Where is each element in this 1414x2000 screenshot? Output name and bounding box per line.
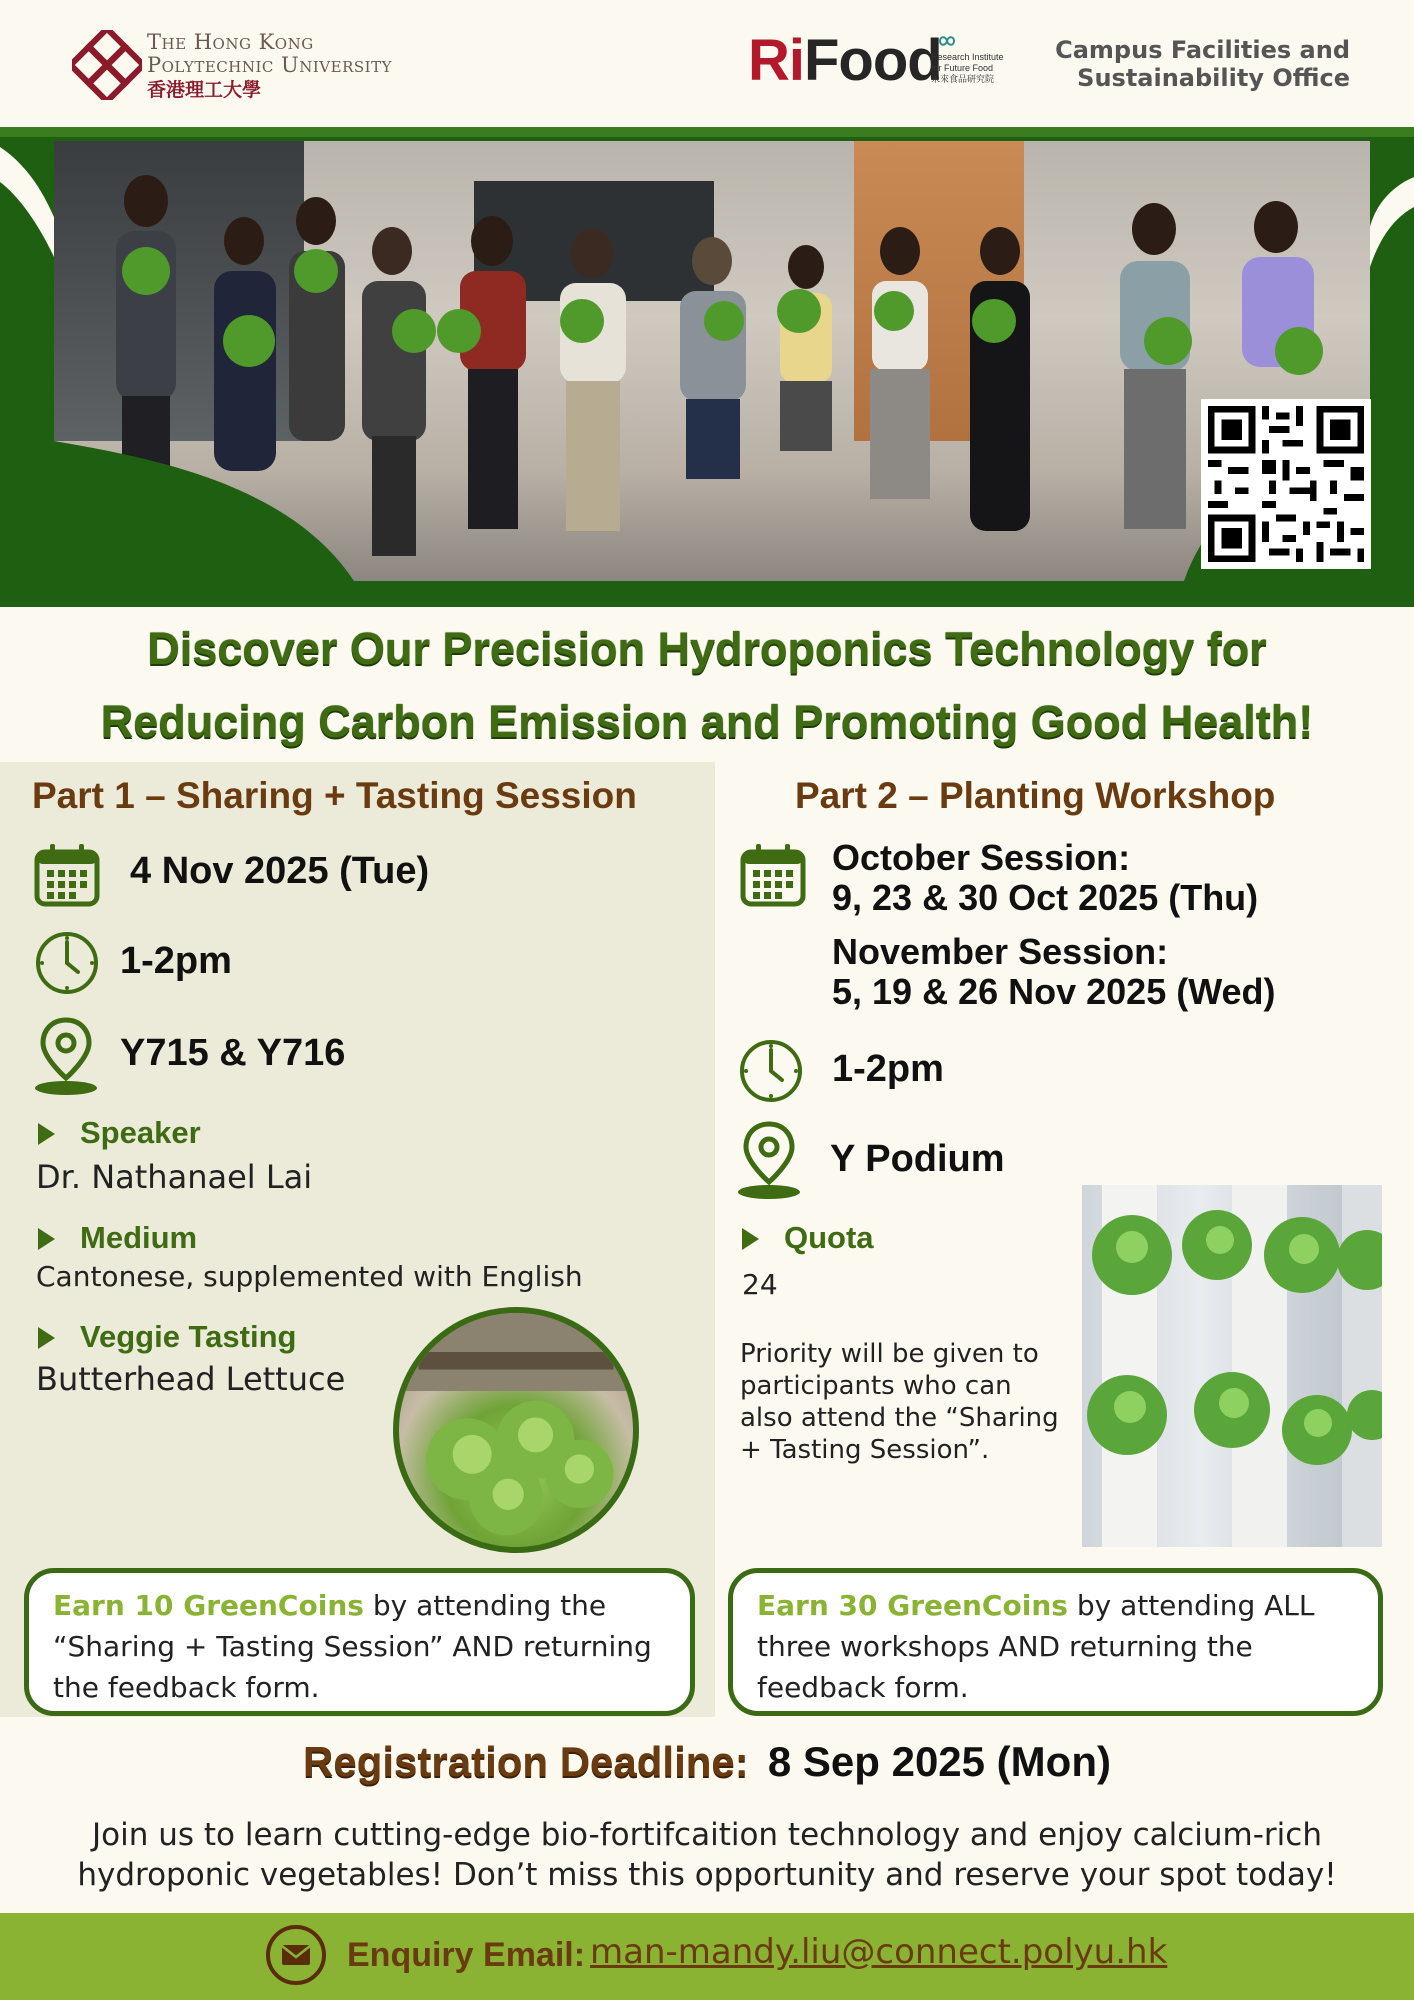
speaker-name: Dr. Nathanael Lai: [36, 1158, 313, 1196]
part1-title: Part 1 – Sharing + Tasting Session: [32, 775, 637, 816]
location-pin-icon: [736, 1120, 802, 1200]
october-label: October Session:: [832, 837, 1131, 878]
polyu-name-line1: The Hong Kong: [147, 30, 314, 54]
headline: [0, 612, 1414, 758]
triangle-bullet-icon: [742, 1228, 759, 1250]
polyu-wordmark: [147, 32, 392, 100]
infinity-icon: [933, 34, 961, 48]
tasting-value: Butterhead Lettuce: [36, 1360, 346, 1398]
october-dates: 9, 23 & 30 Oct 2025 (Thu): [832, 877, 1259, 918]
part2-venue: Y Podium: [830, 1138, 1005, 1180]
november-dates: 5, 19 & 26 Nov 2025 (Wed): [832, 971, 1276, 1012]
quota-value: 24: [742, 1268, 778, 1301]
part2-november-block: [832, 932, 1276, 1012]
polyu-logo-icon: [72, 30, 142, 100]
rifood-sub-2: for Future Food: [931, 63, 994, 73]
medium-value: Cantonese, supplemented with English: [36, 1260, 583, 1293]
part1-venue: Y715 & Y716: [120, 1032, 346, 1074]
part2-coins-highlight: Earn 30 GreenCoins: [757, 1589, 1068, 1622]
rifood-logo: [748, 28, 942, 93]
part1-date: 4 Nov 2025 (Tue): [130, 850, 430, 892]
join-text: Join us to learn cutting-edge bio-fortifcaition technology and enjoy calcium-rich hydroponic vegetables! Don’t miss this opportunity and reserve your spot today!: [77, 1817, 1337, 1893]
office-name: [1030, 36, 1350, 92]
lettuce-photo: [393, 1307, 639, 1553]
quota-label: Quota: [784, 1220, 874, 1255]
part2-coins-text: by attending ALL three workshops AND returning the feedback form.: [757, 1589, 1315, 1704]
polyu-name-chinese: 香港理工大學: [147, 79, 262, 101]
group-photo: [54, 141, 1370, 581]
people-silhouettes: [54, 141, 1370, 581]
enquiry-email-link[interactable]: man-mandy.liu@connect.polyu.hk: [590, 1932, 1168, 1972]
calendar-icon: [740, 842, 806, 908]
priority-note: Priority will be given to participants who can also attend the “Sharing + Tasting Session”.: [740, 1339, 1059, 1465]
triangle-bullet-icon: [38, 1228, 55, 1250]
part1-coins-highlight: Earn 10 GreenCoins: [53, 1589, 364, 1622]
speaker-label: Speaker: [80, 1115, 201, 1150]
part1-time: 1-2pm: [120, 940, 232, 982]
clock-icon: [738, 1038, 804, 1104]
triangle-bullet-icon: [38, 1123, 55, 1145]
part2-october-block: [832, 838, 1258, 918]
clock-icon: [34, 930, 100, 996]
rifood-sub-1: Research Institute: [931, 52, 1004, 62]
envelope-icon: [265, 1924, 327, 1986]
enquiry-label: Enquiry Email:: [347, 1936, 586, 1974]
location-pin-icon: [33, 1016, 99, 1096]
rifood-food: Food: [804, 28, 942, 93]
part2-time: 1-2pm: [832, 1048, 944, 1090]
hydroponic-tower-photo: [1082, 1185, 1382, 1547]
part1-greencoins-box: [24, 1568, 695, 1716]
calendar-icon: [34, 842, 100, 908]
november-label: November Session:: [832, 931, 1169, 972]
registration-deadline: [0, 1738, 1414, 1786]
part2-title: Part 2 – Planting Workshop: [795, 775, 1276, 816]
office-line2: Sustainability Office: [1077, 64, 1350, 92]
polyu-name-line2: Polytechnic University: [147, 53, 392, 77]
triangle-bullet-icon: [38, 1327, 55, 1349]
deadline-value: 8 Sep 2025 (Mon): [767, 1738, 1111, 1785]
headline-line1: Discover Our Precision Hydroponics Technology for: [147, 623, 1267, 674]
deadline-label: Registration Deadline:: [303, 1738, 749, 1785]
rifood-subtitle: [931, 52, 1004, 85]
part2-greencoins-box: [728, 1568, 1383, 1716]
medium-label: Medium: [80, 1220, 198, 1255]
rifood-ri: Ri: [748, 28, 804, 93]
qr-code-icon[interactable]: [1201, 399, 1371, 569]
part1-coins-text: by attending the “Sharing + Tasting Session” AND returning the feedback form.: [53, 1589, 652, 1704]
headline-line2: Reducing Carbon Emission and Promoting Good Health!: [100, 696, 1314, 747]
rifood-sub-3: 未來食品研究院: [931, 74, 995, 84]
tasting-label: Veggie Tasting: [80, 1319, 297, 1354]
office-line1: Campus Facilities and: [1055, 36, 1350, 64]
